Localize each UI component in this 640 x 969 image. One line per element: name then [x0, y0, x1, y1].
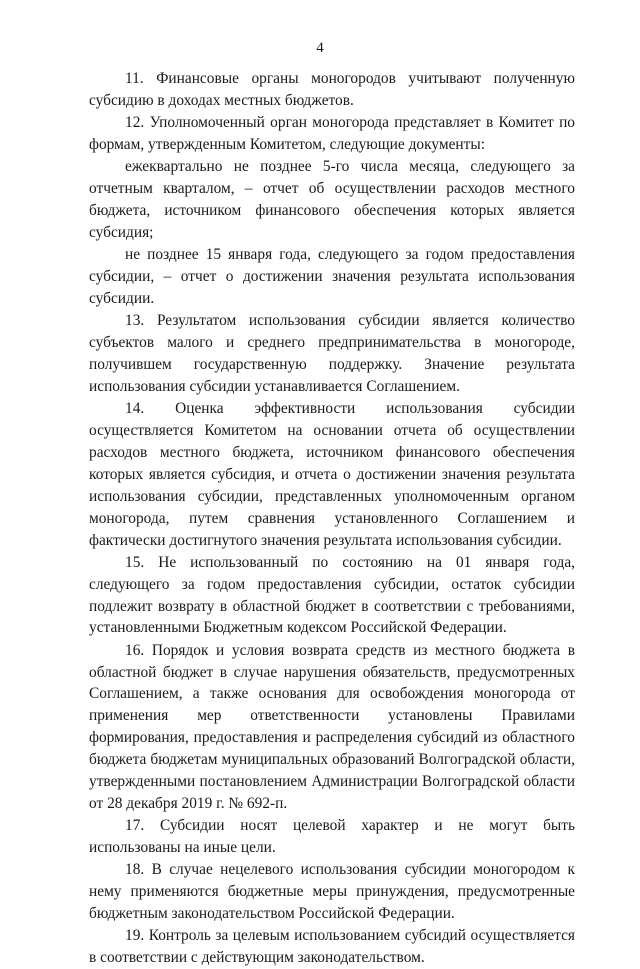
paragraph-12: 12. Уполномоченный орган моногорода представляет в Комитет по формам, утвержденным Комитетом, следующие документы:	[89, 114, 575, 154]
document-body	[89, 68, 575, 969]
paragraph-18: 18. В случае нецелевого использования субсидии моногородом к нему применяются бюджетные меры принуждения, предусмотренные бюджетным законодательством Российской Федерации.	[89, 861, 575, 923]
page-number: 4	[316, 40, 324, 56]
paragraph-13: 13. Результатом использования субсидии является количество субъектов малого и среднего предпринимательства в моногороде, получившем государственную поддержку. Значение результата использования субсидии устанавливается Соглашением.	[89, 312, 575, 395]
paragraph-19: 19. Контроль за целевым использованием субсидий осуществляется в соответствии с действующим законодательством.	[89, 927, 575, 967]
paragraph-14: 14. Оценка эффективности использования субсидии осуществляется Комитетом на основании отчета об осуществлении расходов местного бюджета, источником финансового обеспечения которых является субсидия, и отчета о достижении значения результата использования субсидии, представленных уполномоченным органом моногорода, путем сравнения установленного Соглашением и фактически достигнутого значения результата использования субсидии.	[89, 400, 575, 549]
paragraph-11: 11. Финансовые органы моногородов учитывают полученную субсидию в доходах местных бюджетов.	[89, 70, 575, 109]
paragraph-12-quarterly: ежеквартально не позднее 5-го числа месяца, следующего за отчетным кварталом, – отчет об осуществлении расходов местного бюджета, источником финансового обеспечения которых является субсидия;	[89, 158, 575, 241]
paragraph-12-annual: не позднее 15 января года, следующего за годом предоставления субсидии, – отчет о достижении значения результата использования субсидии.	[89, 246, 575, 307]
paragraph-16: 16. Порядок и условия возврата средств из местного бюджета в областной бюджет в случае нарушения обязательств, предусмотренных Соглашением, а также основания для освобождения моногорода от применения мер ответственности установлены Правилами формирования, предоставления и распределения субсидий из областного бюджета бюджетам муниципальных образований Волгоградской области, утвержденными постановлением Администрации Волгоградской области от 28 декабря 2019 г. № 692-п.	[89, 641, 575, 812]
paragraph-15: 15. Не использованный по состоянию на 01 января года, следующего за годом предоставления субсидии, остаток субсидии подлежит возврату в областной бюджет в соответствии с требованиями, установленными Бюджетным кодексом Российской Федерации.	[89, 553, 575, 637]
paragraph-17: 17. Субсидии носят целевой характер и не могут быть использованы на иные цели.	[89, 817, 575, 857]
